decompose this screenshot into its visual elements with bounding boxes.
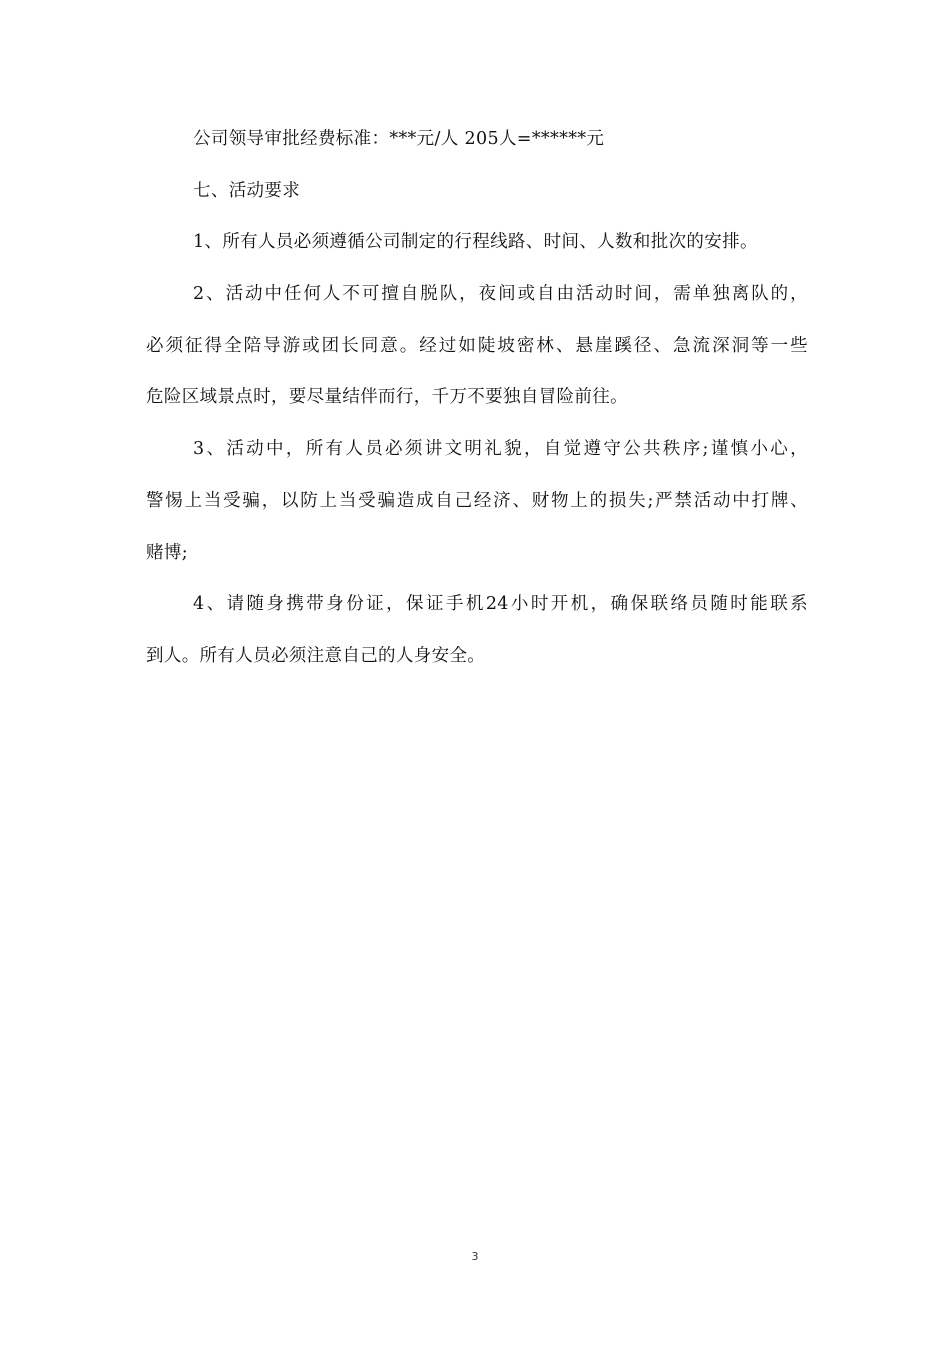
page-number: 3 — [471, 1250, 479, 1263]
requirement-2-line-1: 2、活动中任何人不可擅自脱队，夜间或自由活动时间，需单独离队的， — [193, 284, 808, 305]
document-body — [146, 114, 808, 683]
requirement-4-line-2: 到人。所有人员必须注意自己的人身安全。 — [146, 645, 486, 666]
budget-standard-line: 公司领导审批经费标准：***元/人 205人=******元 — [193, 129, 605, 149]
requirement-2-line-2: 必须征得全陪导游或团长同意。经过如陡坡密林、悬崖蹊径、急流深洞等一些 — [146, 335, 808, 356]
requirement-3-line-2: 警惕上当受骗，以防上当受骗造成自己经济、财物上的损失;严禁活动中打牌、 — [146, 490, 808, 511]
requirement-1: 1、所有人员必须遵循公司制定的行程线路、时间、人数和批次的安排。 — [193, 232, 758, 253]
requirement-3-line-1: 3、活动中，所有人员必须讲文明礼貌，自觉遵守公共秩序;谨慎小心， — [193, 439, 808, 460]
requirement-3-line-3: 赌博; — [146, 542, 188, 563]
requirement-2-line-3: 危险区域景点时，要尽量结伴而行，千万不要独自冒险前往。 — [146, 387, 628, 408]
requirement-4-line-1: 4、请随身携带身份证，保证手机24小时开机，确保联络员随时能联系 — [193, 594, 808, 615]
section-heading-activity-requirements: 七、活动要求 — [193, 180, 301, 201]
